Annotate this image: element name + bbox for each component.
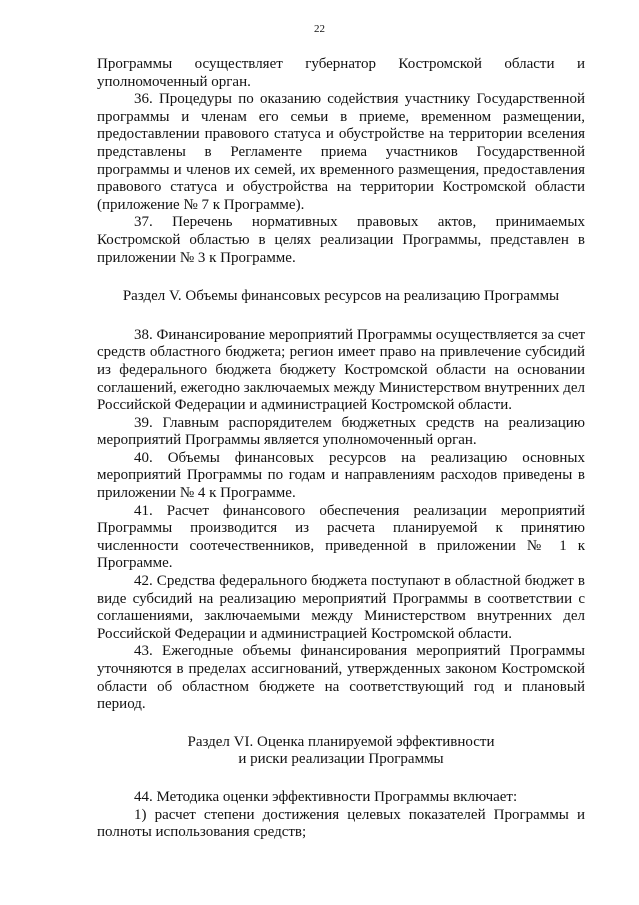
- paragraph-44-item-1: 1) расчет степени достижения целевых показателей Программы и полноты использования средств;: [97, 806, 585, 841]
- paragraph-43: 43. Ежегодные объемы финансирования мероприятий Программы уточняются в пределах ассигнований, утвержденных законом Костромской области об областном бюджете на соответствующий год и плановый период.: [97, 643, 585, 713]
- page-number: 22: [314, 23, 325, 35]
- paragraph-continuation: Программы осуществляет губернатор Костромской области и уполномоченный орган.: [97, 56, 585, 90]
- paragraph-42: 42. Средства федерального бюджета поступают в областной бюджет в виде субсидий на реализацию мероприятий Программы в соответствии с соглашениями, заключаемыми между Министерством внутренних дел Российской Федерации и администрацией Костромской области.: [97, 573, 585, 642]
- document-body: [97, 56, 585, 842]
- paragraph-44: 44. Методика оценки эффективности Программы включает:: [134, 788, 518, 805]
- paragraph-37: 37. Перечень нормативных правовых актов, принимаемых Костромской областью в целях реализации Программы, представлен в приложении № 3 к Программе.: [97, 214, 585, 266]
- section-v-heading: Раздел V. Объемы финансовых ресурсов на реализацию Программы: [122, 288, 560, 305]
- section-vi-heading-line1: Раздел VI. Оценка планируемой эффективности: [187, 733, 495, 750]
- paragraph-41: 41. Расчет финансового обеспечения реализации мероприятий Программы производится из расчета планируемой к принятию численности соотечественников, приведенной в приложении № 1 к Программе.: [97, 502, 585, 572]
- paragraph-40: 40. Объемы финансовых ресурсов на реализацию основных мероприятий Программы по годам и направлениям расходов приведены в приложении № 4 к Программе.: [97, 449, 585, 502]
- paragraph-36: 36. Процедуры по оказанию содействия участнику Государственной программы и членам его семьи в приеме, временном размещении, предоставлении правового статуса и обустройстве на территории вселения представлены в Регламенте приема участников Государственной программы и членов их семей, их временного размещения, предоставления правового статуса и обустройства на территории Костромской области (приложение № 7 к Программе).: [97, 91, 585, 213]
- paragraph-38: 38. Финансирование мероприятий Программы осуществляется за счет средств областного бюджета; регион имеет право на привлечение субсидий из федерального бюджета бюджету Костромской области на основании соглашений, ежегодно заключаемых между Министерством внутренних дел Российской Федерации и администрацией Костромской области.: [97, 326, 585, 414]
- section-vi-heading: [97, 734, 585, 769]
- paragraph-39: 39. Главным распорядителем бюджетных средств на реализацию мероприятий Программы является уполномоченный орган.: [97, 414, 585, 449]
- section-vi-heading-line2: и риски реализации Программы: [238, 751, 444, 768]
